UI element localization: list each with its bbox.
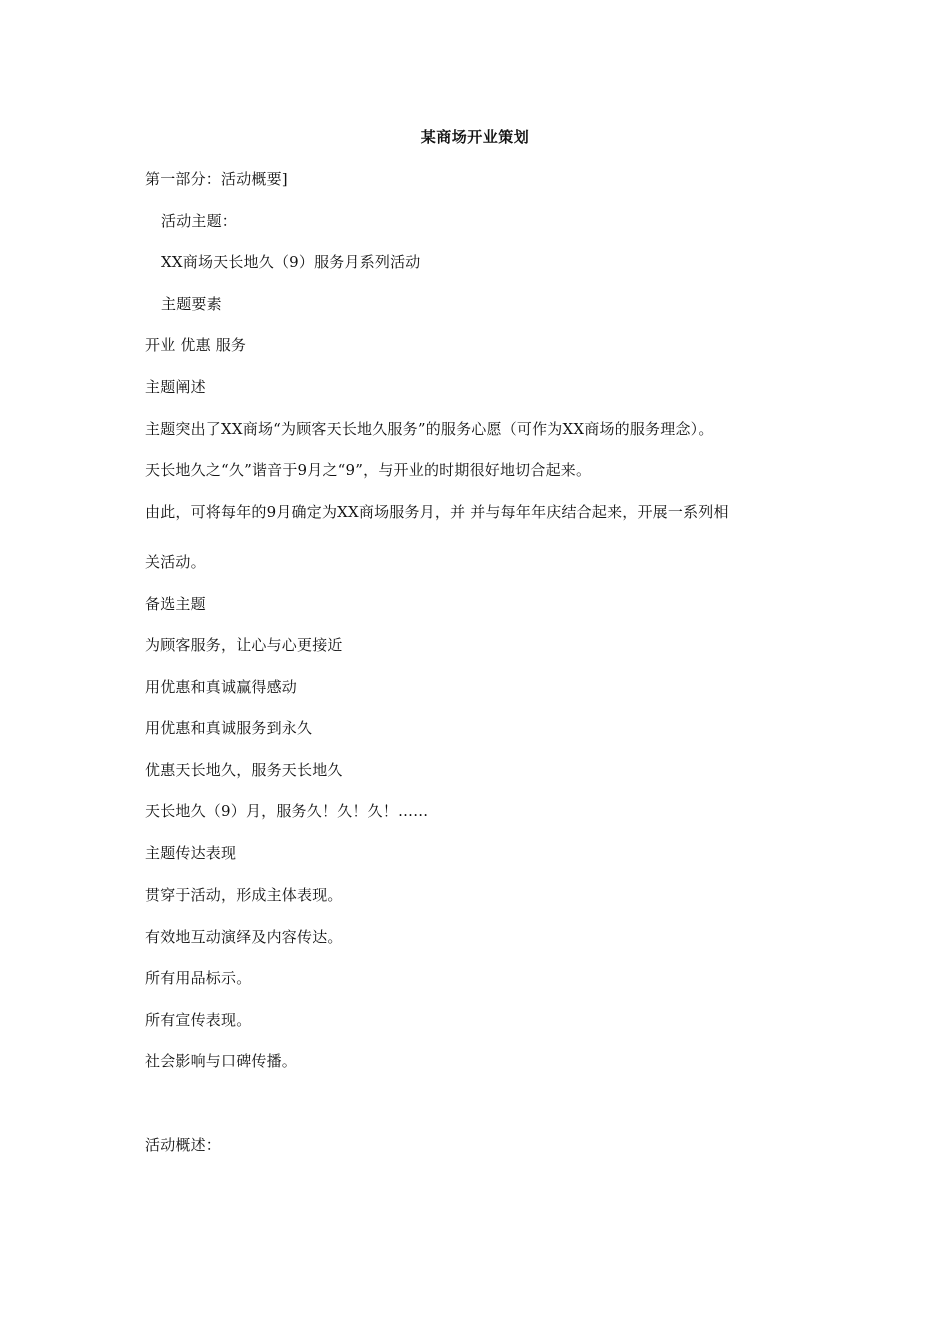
theme-expression-item: 社会影响与口碑传播。 <box>145 1052 298 1070</box>
theme-expression-item: 贯穿于活动，形成主体表现。 <box>145 886 343 904</box>
activity-theme-text: XX商场天长地久（9）服务月系列活动 <box>161 253 421 271</box>
theme-elements-text: 开业 优惠 服务 <box>145 336 247 354</box>
alternative-theme-item: 用优惠和真诚赢得感动 <box>145 678 298 696</box>
alternative-theme-item: 天长地久（9）月，服务久！久！久！…… <box>145 802 429 820</box>
theme-explanation-paragraph-3: 由此，可将每年的9月确定为XX商场服务月，并 并与每年年庆结合起来，开展一系列相 <box>145 503 729 521</box>
theme-expression-item: 所有宣传表现。 <box>145 1011 252 1029</box>
alternative-themes-label: 备选主题 <box>145 595 206 613</box>
alternative-theme-item: 优惠天长地久，服务天长地久 <box>145 761 343 779</box>
theme-explanation-paragraph-2: 天长地久之“久”谐音于9月之“9”，与开业的时期很好地切合起来。 <box>145 461 592 479</box>
theme-elements-label: 主题要素 <box>161 295 222 313</box>
theme-expression-item: 有效地互动演绎及内容传达。 <box>145 928 343 946</box>
document-title: 某商场开业策划 <box>420 128 530 146</box>
theme-explanation-paragraph-1: 主题突出了XX商场“为顾客天长地久服务”的服务心愿（可作为XX商场的服务理念）。 <box>145 420 714 438</box>
activity-theme-label: 活动主题： <box>161 212 238 230</box>
section-heading-part-one: 第一部分：活动概要] <box>145 170 288 188</box>
alternative-theme-item: 为顾客服务，让心与心更接近 <box>145 636 343 654</box>
theme-explanation-label: 主题阐述 <box>145 378 206 396</box>
theme-explanation-paragraph-3-continued: 关活动。 <box>145 553 206 571</box>
theme-expression-label: 主题传达表现 <box>145 844 237 862</box>
alternative-theme-item: 用优惠和真诚服务到永久 <box>145 719 313 737</box>
theme-expression-item: 所有用品标示。 <box>145 969 252 987</box>
activity-overview-label: 活动概述： <box>145 1136 222 1154</box>
